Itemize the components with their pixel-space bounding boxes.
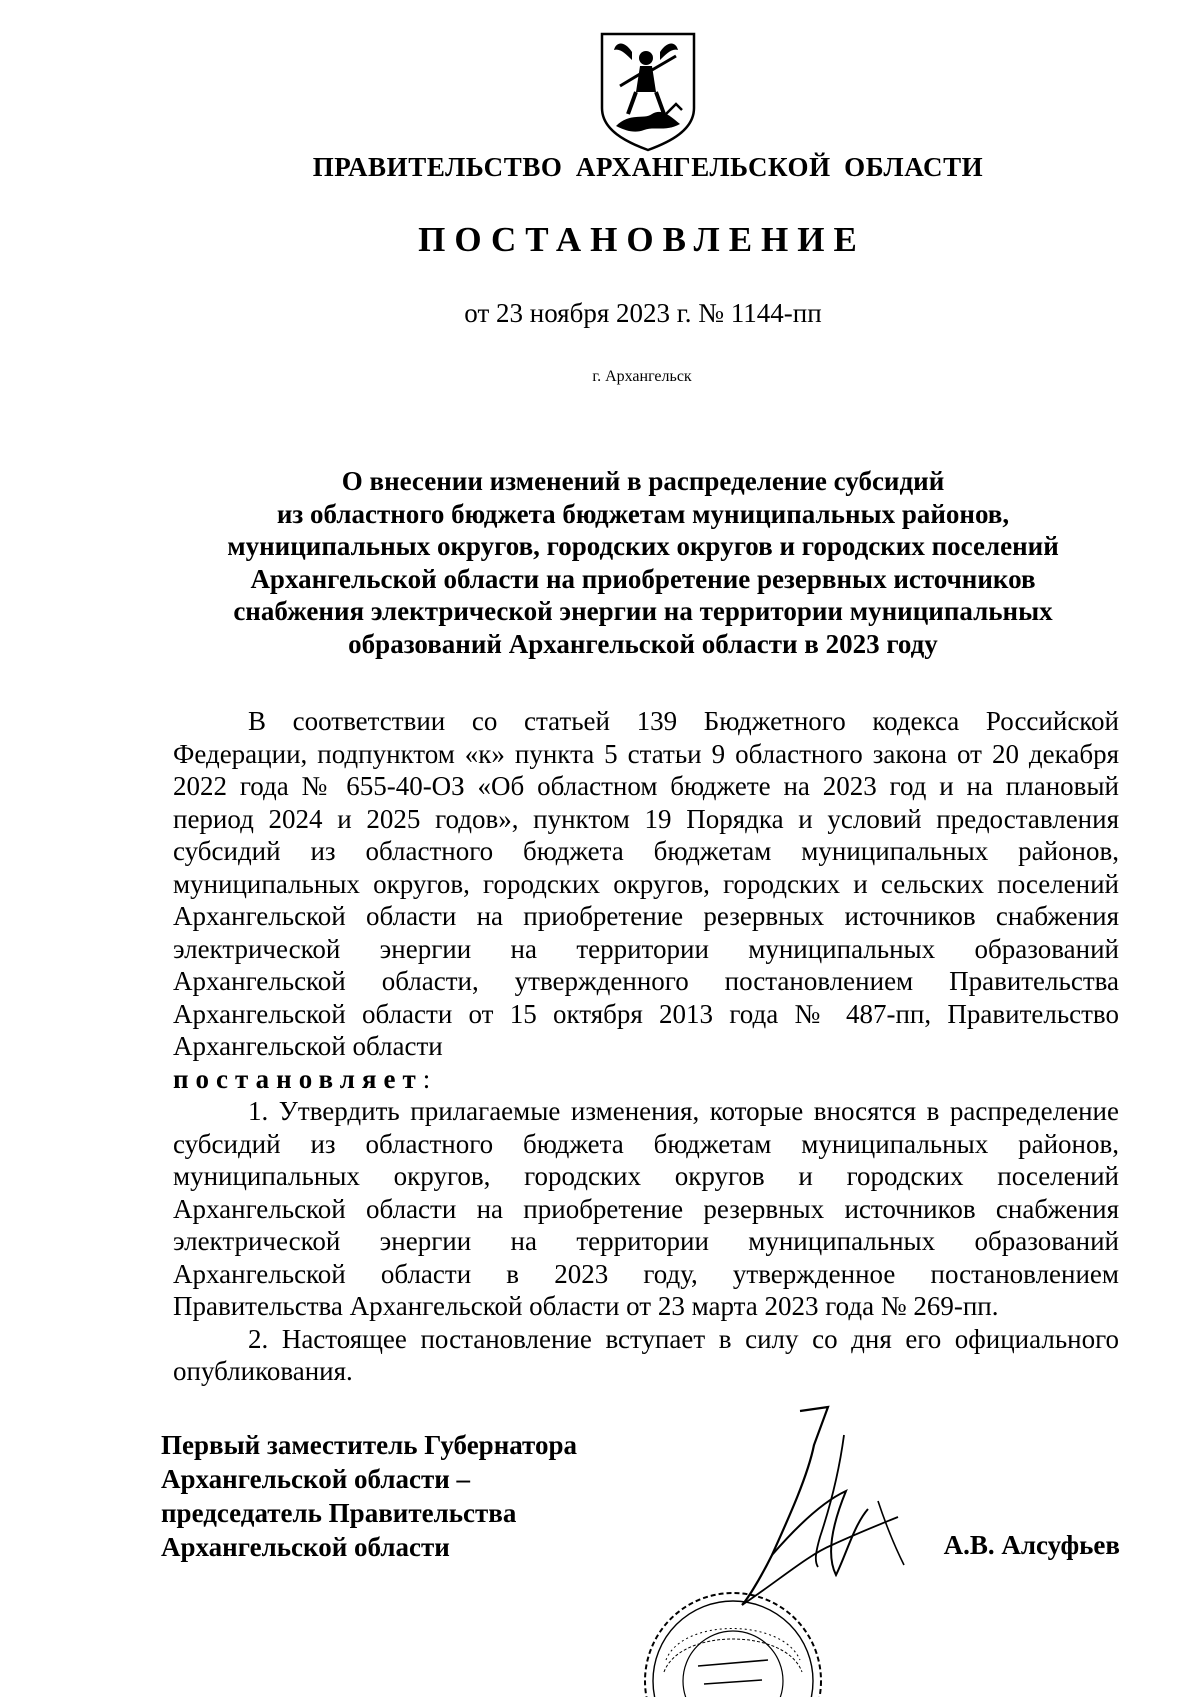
title-line: снабжения электрической энергии на территории муниципальных	[233, 596, 1053, 626]
resolves-line	[173, 1063, 1119, 1096]
handwritten-signature	[728, 1405, 928, 1615]
signer-position-line: Архангельской области	[161, 1532, 450, 1562]
document-body	[173, 705, 1119, 1388]
title-line: Архангельской области на приобретение резервных источников	[250, 563, 1036, 594]
signer-position-line: Первый заместитель Губернатора	[161, 1430, 577, 1460]
signer-name: А.В. Алсуфьев	[943, 1530, 1120, 1560]
title-line: из областного бюджета бюджетам муниципальных районов,	[276, 498, 1010, 529]
title-line: О внесении изменений в распределение субсидий	[341, 466, 945, 496]
organization-name: ПРАВИТЕЛЬСТВО АРХАНГЕЛЬСКОЙ ОБЛАСТИ	[312, 152, 984, 182]
official-stamp	[642, 1590, 824, 1697]
item-1-paragraph: 1. Утвердить прилагаемые изменения, которые вносятся в распределение субсидий из областного бюджета бюджетам муниципальных районов, муниципальных округов, городских округов и городских поселений Архангельской области на приобретение резервных источников снабжения электрической энергии на территории муниципальных образований Архангельской области в 2023 году, утвержденное постановлением Правительства Архангельской области от 23 марта 2023 года № 269-пп.	[173, 1096, 1119, 1321]
title-line: образований Архангельской области в 2023 году	[348, 628, 938, 659]
preamble-paragraph: В соответствии со статьей 139 Бюджетного кодекса Российской Федерации, подпунктом «к» пункта 5 статьи 9 областного закона от 20 декабря 2022 года № 655-40-ОЗ «Об областном бюджете на 2023 год и на плановый период 2024 и 2025 годов», пунктом 19 Порядка и условий предоставления субсидий из областного бюджета бюджетам муниципальных районов, муниципальных округов, городских округов, городских и сельских поселений Архангельской области на приобретение резервных источников снабжения электрической энергии на территории муниципальных образований Архангельской области, утвержденного постановлением Правительства Архангельской области от 15 октября 2013 года № 487-пп, Правительство Архангельской области	[173, 706, 1119, 1061]
document-type: ПОСТАНОВЛЕНИЕ	[418, 220, 866, 259]
document-date-number: от 23 ноября 2023 г. № 1144-пп	[464, 298, 822, 328]
title-line: муниципальных округов, городских округов и городских поселений	[227, 531, 1059, 561]
resolves-word: постановляет	[173, 1063, 423, 1094]
document-title	[170, 465, 1116, 660]
coat-of-arms-icon	[596, 30, 700, 154]
document-place: г. Архангельск	[592, 368, 692, 385]
resolves-colon: :	[422, 1063, 431, 1094]
signer-position-line: Архангельской области –	[161, 1464, 471, 1494]
signer-position-line: председатель Правительства	[161, 1498, 517, 1528]
item-2-paragraph: 2. Настоящее постановление вступает в силу со дня его официального опубликования.	[173, 1323, 1119, 1386]
signer-position	[161, 1428, 681, 1564]
